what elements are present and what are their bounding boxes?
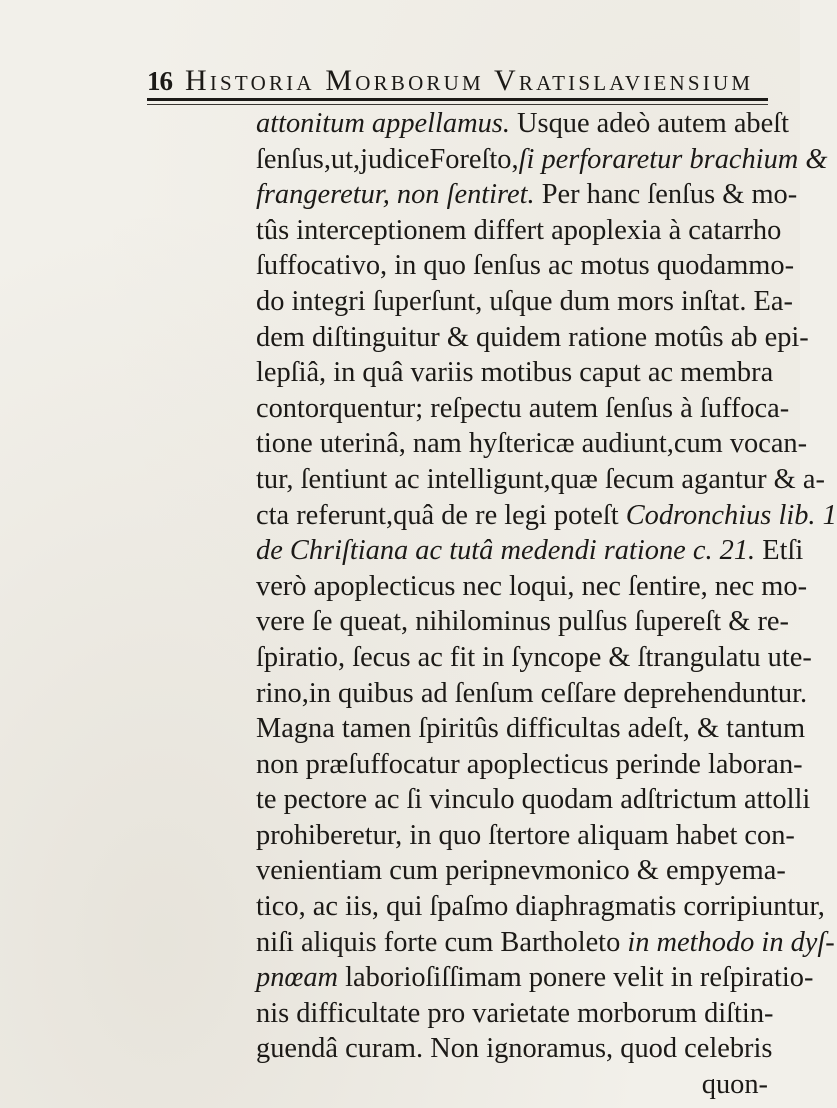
text-line — [256, 996, 774, 1032]
text-line — [256, 960, 814, 996]
text-run: tione uterinâ, nam hyſtericæ audiunt,cum vocan- — [256, 428, 808, 460]
text-run: vere ſe queat, nihilominus pulſus ſupereſt & re- — [256, 606, 789, 638]
text-run: tur, ſentiunt ac intelligunt,quæ ſecum agantur & a- — [256, 463, 825, 495]
text-line — [256, 213, 782, 249]
text-line — [256, 1067, 768, 1103]
italic-run: attonitum appellamus. — [256, 108, 510, 139]
text-line — [256, 711, 806, 747]
text-line — [256, 142, 828, 178]
text-line — [256, 533, 804, 569]
text-run: ſpiratio, ſecus ac fit in ſyncope & ſtrangulatu ute- — [256, 641, 812, 673]
text-line — [256, 569, 808, 605]
text-run: Per hanc ſenſus & mo- — [534, 179, 798, 211]
text-line — [256, 498, 837, 534]
running-title: Historia Morborum Vratislaviensium — [185, 64, 754, 97]
text-run: ſenſus,ut,judiceForeſto, — [256, 143, 519, 175]
text-run: laborioſiſſimam ponere velit in reſpiratio- — [338, 962, 814, 994]
text-run: non præſuffocatur apoplecticus perinde laboran- — [256, 748, 803, 780]
text-run: contorquentur; reſpectu autem ſenſus à ſuffoca- — [256, 392, 790, 424]
italic-run: de Chriſtiana ac tutâ medendi ratione c. 21. — [256, 535, 756, 567]
text-run: Usque adeò autem abeſt — [509, 108, 790, 139]
text-run: prohiberetur, in quo ſtertore aliquam habet con- — [256, 819, 795, 851]
text-run: tûs interceptionem differt apoplexia à catarrho — [256, 214, 782, 246]
text-run: lepſiâ, in quâ variis motibus caput ac membra — [256, 357, 774, 389]
body-text — [256, 106, 837, 1103]
text-line — [256, 284, 793, 320]
text-run: niſi aliquis forte cum Bartholeto — [256, 926, 628, 958]
text-run: ſuffocativo, in quo ſenſus ac motus quodammo- — [256, 250, 795, 282]
text-run: rino,in quibus ad ſenſum ceſſare deprehenduntur. — [256, 677, 808, 709]
text-run: guendâ curam. Non ignoramus, quod celebris — [256, 1033, 773, 1065]
text-run: quon- — [701, 1069, 768, 1101]
header-rule-thin — [147, 104, 768, 105]
text-run: Magna tamen ſpiritûs difficultas adeſt, & tantum — [256, 713, 806, 745]
text-line — [256, 248, 795, 284]
text-run: nis difficultate pro varietate morborum diſtin- — [256, 997, 774, 1029]
text-line — [256, 676, 808, 712]
italic-run: pnœam — [256, 962, 339, 994]
text-line — [256, 462, 825, 498]
text-line — [256, 1031, 773, 1067]
text-line — [256, 355, 774, 391]
text-run: Etſi — [755, 535, 804, 567]
text-run: cta referunt,quâ de re legi poteſt — [256, 499, 626, 531]
text-line — [256, 604, 789, 640]
page-number: 16 — [147, 66, 172, 96]
text-line — [256, 106, 790, 142]
text-line — [256, 782, 811, 818]
text-line — [256, 747, 803, 783]
text-run: dem diſtinguitur & quidem ratione motûs ab epi- — [256, 321, 809, 353]
text-run: do integri ſuperſunt, uſque dum mors inſtat. Ea- — [256, 285, 793, 317]
italic-run: frangeretur, non ſentiret. — [256, 179, 535, 211]
text-line — [256, 426, 808, 462]
text-line — [256, 640, 812, 676]
text-line — [256, 853, 786, 889]
text-line — [256, 320, 809, 356]
text-line — [256, 391, 790, 427]
text-run: tico, ac iis, qui ſpaſmo diaphragmatis corripiuntur, — [256, 891, 825, 923]
text-run: venientiam cum peripnevmonico & empyema- — [256, 855, 786, 887]
text-run: te pectore ac ſi vinculo quodam adſtrictum attolli — [256, 784, 811, 816]
text-line — [256, 177, 798, 213]
italic-run: ſi perforaretur brachium & — [518, 143, 828, 175]
header-rule — [147, 98, 768, 101]
italic-run: Codronchius lib. 1 — [625, 499, 837, 531]
text-line — [256, 925, 835, 961]
text-line — [256, 818, 795, 854]
text-run: verò apoplecticus nec loqui, nec ſentire, nec mo- — [256, 570, 808, 602]
text-line — [256, 889, 825, 925]
italic-run: in methodo in dyſ- — [627, 926, 835, 958]
